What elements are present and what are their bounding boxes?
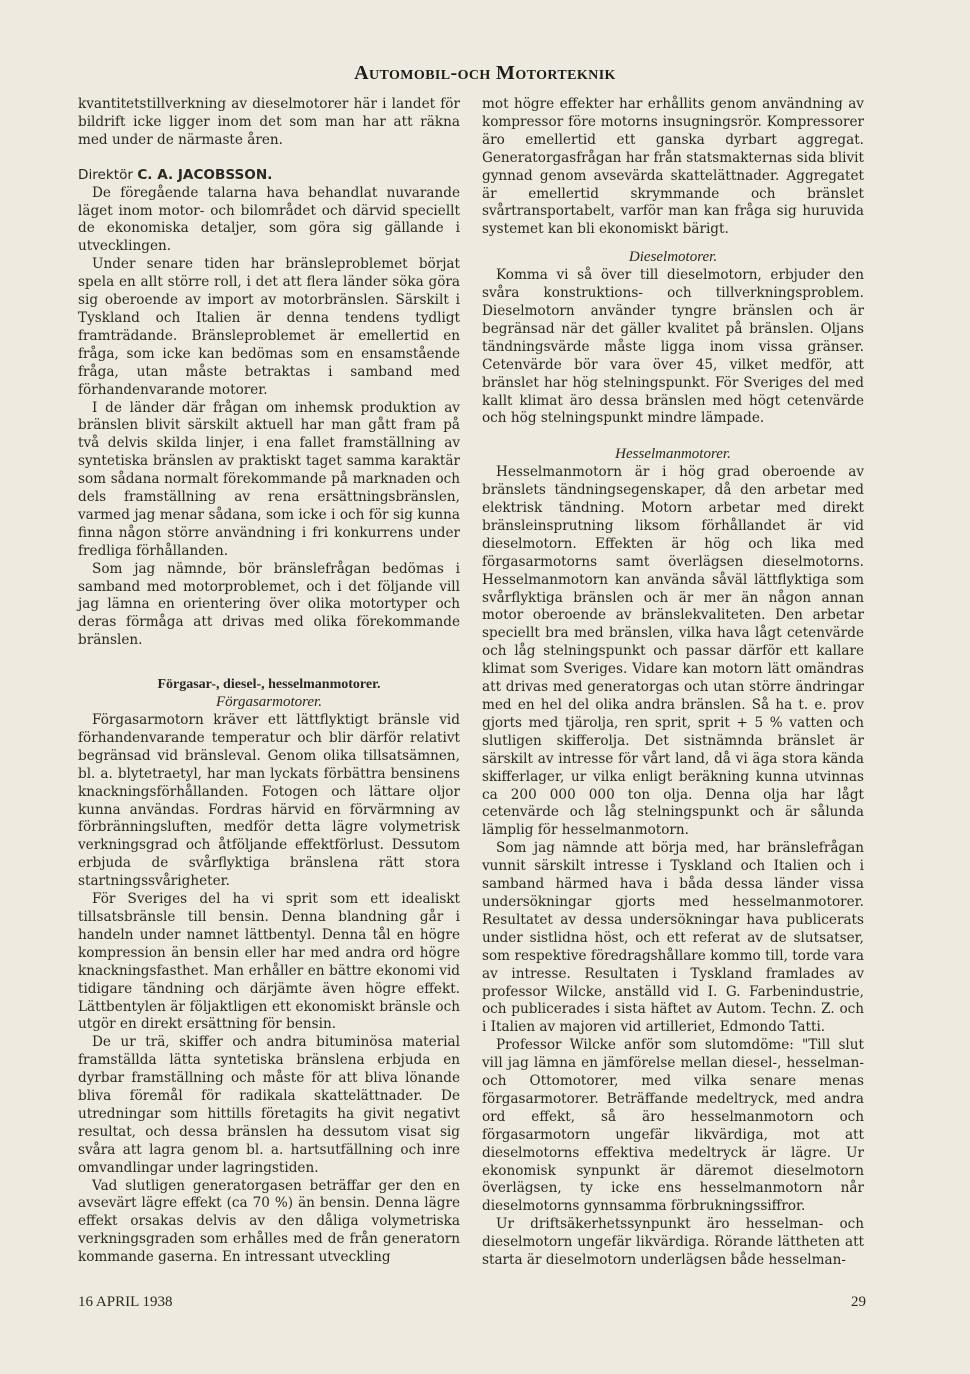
paragraph: Komma vi så över till dieselmotorn, erbjuder den svåra konstruktions- och tillverkningsproblem. Dieselmotorn använder tyngre bränslen och är begränsad när det gäller kvalitet på bränslen. Oljans tändningsvärde måste ligga inom vissa gränser. Cetenvärde bör vara över 45, vilket medför, att bränslet har hög stelningspunkt. För Sveriges del med kallt klimat äro dessa bränslen med högt cetenvärde och hög stelningspunkt mindre lämpade.	[482, 267, 864, 427]
section-heading: Förgasar-, diesel-, hesselmanmotorer.	[157, 677, 381, 693]
page-number: 29	[851, 1294, 866, 1310]
speaker-prefix: Direktör	[78, 166, 138, 183]
paragraph: Vad slutligen generatorgasen beträffar ger den en avsevärt lägre effekt (ca 70 %) än bensin. Denna lägre effekt orsakas delvis av den dåliga volymetriska verkningsgraden som erhålles med de från generatorn kommande gaserna. En intressant utveckling	[78, 1177, 460, 1266]
paragraph: Professor Wilcke anför som slutomdöme: "Till slut vill jag lämna en jämförelse mellan diesel-, hesselman- och Ottomotorer, med vilka senare menas förgasarmotorer. Beträffande medeltryck, med andra ord effekt, så äro hesselmanmotorn och förgasarmotorn ungefär likvärdiga, mot att dieselmotorns effektiva medeltryck är lägre. Ur ekonomisk synpunkt är däremot dieselmotorn överlägsen, ty icke ens hesselmanmotorn når dieselmotorns gynnsamma förbrukningssiffror.	[482, 1037, 864, 1215]
speaker-line	[78, 167, 460, 185]
left-column	[78, 96, 460, 1267]
paragraph: Under senare tiden har bränsleproblemet börjat spela en allt större roll, i det att flera länder söka göra sig oberoende av import av motorbränslen. Särskilt i Tyskland och Italien är denna tendens tydligt framträdande. Bränsleproblemet är emellertid en fråga, som icke kan bedömas som en ensamstående fråga, utan måste betraktas i samband med förhandenvarande motorer.	[78, 256, 460, 398]
paragraph: Ur driftsäkerhetssynpunkt äro hesselman- och dieselmotorn ungefär likvärdiga. Rörande lättheten att starta är dieselmotorn underlägsen både hesselman-	[482, 1216, 864, 1269]
subsection-heading: Dieselmotorer.	[628, 249, 718, 266]
footer-date: 16 APRIL 1938	[78, 1294, 173, 1310]
page-header-title: Automobil-och Motorteknik	[354, 62, 616, 84]
subsection-heading: Förgasarmotorer.	[216, 694, 322, 711]
paragraph: Som jag nämnde, bör bränslefrågan bedömas i samband med motorproblemet, och i det följande vill jag lämna en orientering över olika motortyper och deras förmåga att drivas med olika förekommande bränslen.	[78, 560, 460, 649]
paragraph: I de länder där frågan om inhemsk produktion av bränslen blivit särskilt aktuell har man gått fram på två delvis skilda linjer, i ena fallet framställning av syntetiska bränslen av praktiskt taget samma karaktär som sådana normalt förekommande på marknaden och dels framställning av rena ersättningsbränslen, varmed jag menar sådana, som icke i och för sig kunna finna någon större användning i fri konkurrens under fredliga förhållanden.	[78, 399, 460, 559]
paragraph: För Sveriges del ha vi sprit som ett idealiskt tillsatsbränsle till bensin. Denna blandning går i handeln under namnet lättbentyl. Denna tål en högre kompression än bensin eller har med andra ord högre knackningsfasthet. Man erhåller en bättre ekonomi vid tidigare tändning och därjämte även högre effekt. Lättbentylen är följaktligen ett ekonomiskt bränsle och utgör en direkt ersättning för bensin.	[78, 891, 460, 1033]
paragraph: De föregående talarna hava behandlat nuvarande läget inom motor- och bilområdet och därvid speciellt de ekonomiska detaljer, som göra sig gällande i utvecklingen.	[78, 184, 460, 255]
paragraph: Som jag nämnde att börja med, har bränslefrågan vunnit särskilt intresse i Tyskland och Italien och i samband härmed hava i båda dessa länder vissa undersökningar gjorts med hesselmanmotorer. Resultatet av dessa undersökningar hava publicerats under sistlidna höst, och ett referat av de slutsatser, som respektive föredragshållare kommo till, torde vara av intresse. Resultaten i Tyskland framlades av professor Wilcke, anställd vid I. G. Farbenindustrie, och publicerades i sista häftet av Autom. Techn. Z. och i Italien av majoren vid artilleriet, Edmondo Tatti.	[482, 840, 864, 1036]
right-column	[482, 96, 864, 1270]
subsection-heading: Hesselmanmotorer.	[615, 446, 731, 463]
paragraph: kvantitetstillverkning av dieselmotorer här i landet för bildrift icke ligger inom det som man har att räkna med under de närmaste åren.	[78, 96, 460, 148]
paragraph: De ur trä, skiffer och andra bituminösa material framställda lätta syntetiska bränslena erbjuda en dyrbar framställning och måste för att bliva lönande bliva föremål för radikala skattelättnader. De utredningar som hittills företagits ha givit negativt resultat, och dessa bränslen ha dessutom visat sig svåra att lagra genom bl. a. hartsutfällning och inre omvandlingar under lagringstiden.	[78, 1034, 460, 1176]
paragraph: Förgasarmotorn kräver ett lättflyktigt bränsle vid förhandenvarande temperatur och blir därför relativt begränsad vid bränsleval. Genom olika tillsatsämnen, bl. a. blytetraetyl, har man lyckats förbättra bensinens knackningsförhållanden. Fotogen och lättare oljor kunna användas. Fordras härvid en förvärmning av förbränningsluften, medför detta lägre volymetrisk verkningsgrad och åtföljande effektförlust. Dessutom erbjuda de svårflyktiga bränslena rätt stora startningssvårigheter.	[78, 712, 460, 890]
paragraph: Hesselmanmotorn är i hög grad oberoende av bränslets tändningsegenskaper, då den arbetar med elektrisk tändning. Motorn arbetar med direkt bränsleinsprutning liksom förhållandet är vid dieselmotorn. Effekten är hög och lika med förgasarmotorns samt överlägsen dieselmotorns. Hesselmanmotorn kan använda såväl lättflyktiga som svårflyktiga bränslen och är mer än någon annan motor oberoende av bränslekvaliteten. Den arbetar speciellt bra med bränslen, vilka hava lågt cetenvärde och låg stelningspunkt och passar därför ett kallare klimat som Sveriges. Vidare kan motorn lätt omändras att drivas med generatorgas och utan större ändringar med en hel del olika andra bränslen. Så ha t. e. prov gjorts med tjärolja, ren sprit, sprit + 5 % vatten och slutligen skifferolja. Det sistnämnda bränslet är särskilt av intresse för vårt land, då vi äga stora kända skifferlager, ur vilka enligt beräkning kunna utvinnas ca 200 000 000 ton olja. Denna olja har lågt cetenvärde och låg stelningspunkt och är sålunda lämplig för hesselmanmotorn.	[482, 464, 864, 839]
paragraph: mot högre effekter har erhållits genom användning av kompressor före motorns insugningsrör. Kompressorer äro emellertid ett ganska dyrbart aggregat. Generatorgasfrågan har från statsmakternas sida blivit gynnad genom avsevärda skattelättnader. Aggregatet är emellertid skrymmande och bränslet svårtransportabelt, varför man kan fråga sig huruvida systemet kan bli ekonomiskt bärigt.	[482, 96, 864, 238]
speaker-name: C. A. JACOBSSON.	[137, 166, 273, 183]
